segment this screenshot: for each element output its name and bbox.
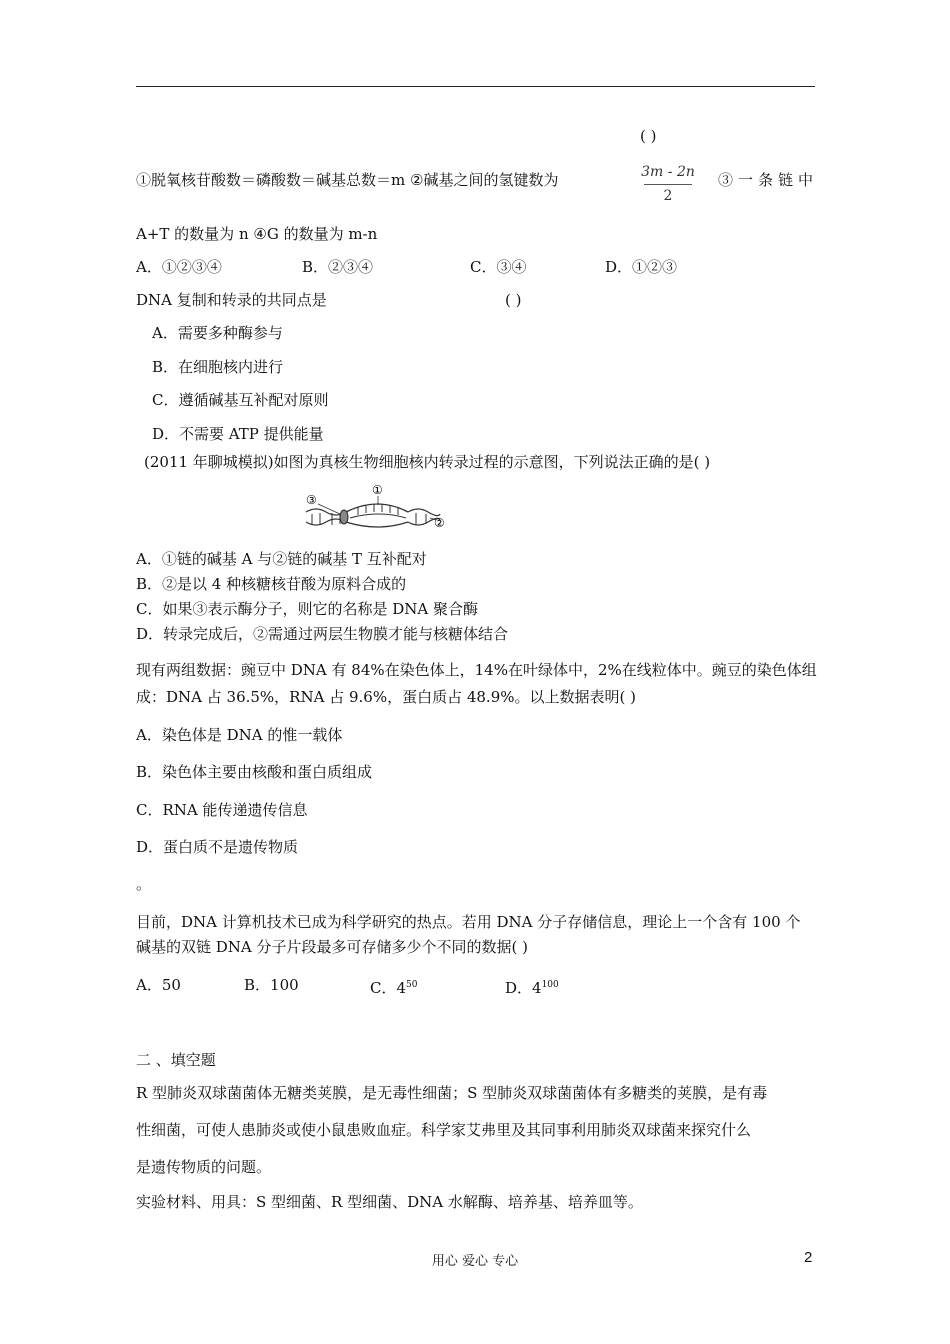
page-number: 2 xyxy=(804,1249,813,1266)
q5-option-d xyxy=(505,975,559,998)
enzyme-oval xyxy=(340,510,348,524)
q5-option-d-exponent: 100 xyxy=(541,980,559,990)
section-2-paragraph-line1: R 型肺炎双球菌菌体无糖类荚膜，是无毒性细菌；S 型肺炎双球菌菌体有多糖类的荚膜，是有毒 xyxy=(136,1084,768,1102)
q5-option-b: B．100 xyxy=(244,976,299,994)
figure-label-2: ② xyxy=(434,516,445,530)
q3-option-d: D．转录完成后，②需通过两层生物膜才能与核糖体结合 xyxy=(136,625,509,643)
header-rule xyxy=(136,86,815,87)
page-footer: 用心 爱心 专心 xyxy=(431,1254,519,1269)
q1-line1-tail: ③一条链中 xyxy=(718,171,819,189)
q5-option-c-exponent: 50 xyxy=(406,980,418,990)
q5-stem-line2: 碱基的双链 DNA 分子片段最多可存储多少个不同的数据( ) xyxy=(136,938,528,956)
q1-answer-bracket: ( ) xyxy=(640,127,657,145)
fraction-denominator: 2 xyxy=(663,188,673,204)
fraction-numerator: 3m - 2n xyxy=(641,164,695,180)
section-2-paragraph-line3: 是遗传物质的问题。 xyxy=(136,1158,272,1176)
q2-stem: DNA 复制和转录的共同点是 xyxy=(136,291,327,309)
q1-line1: ①脱氧核苷酸数＝磷酸数＝碱基总数＝m ②碱基之间的氢键数为 xyxy=(136,171,559,189)
q3-option-c: C．如果③表示酶分子，则它的名称是 DNA 聚合酶 xyxy=(136,600,478,618)
q4-stem-line1: 现有两组数据：豌豆中 DNA 有 84%在染色体上，14%在叶绿体中，2%在线粒体中。豌豆的染色体组 xyxy=(136,661,817,679)
q5-option-c xyxy=(370,975,417,998)
q5-stem-line1: 目前，DNA 计算机技术已成为科学研究的热点。若用 DNA 分子存储信息，理论上一个含有 100 个 xyxy=(136,913,801,931)
q4-stem-line2: 成：DNA 占 36.5%，RNA 占 9.6%，蛋白质占 48.9%。以上数据表明( ) xyxy=(136,688,636,706)
q5-option-d-base: D．4 xyxy=(505,979,542,997)
q1-option-a: A．①②③④ xyxy=(136,258,222,276)
q2-answer-bracket: ( ) xyxy=(505,291,522,309)
q5-option-c-base: C．4 xyxy=(370,979,407,997)
q2-option-d: D．不需要 ATP 提供能量 xyxy=(152,425,324,443)
q1-option-c: C．③④ xyxy=(470,258,527,276)
figure-label-1: ① xyxy=(372,483,383,497)
q2-option-a: A．需要多种酶参与 xyxy=(152,324,283,342)
hydrogen-bond-fraction xyxy=(640,162,696,205)
transcription-diagram xyxy=(300,482,460,532)
q3-stem: (2011 年聊城模拟)如图为真核生物细胞核内转录过程的示意图，下列说法正确的是( ) xyxy=(144,453,711,471)
q3-option-b: B．②是以 4 种核糖核苷酸为原料合成的 xyxy=(136,575,407,593)
q3-option-a: A．①链的碱基 A 与②链的碱基 T 互补配对 xyxy=(136,550,427,568)
section-2-paragraph-line2: 性细菌，可使人患肺炎或使小鼠患败血症。科学家艾弗里及其同事利用肺炎双球菌来探究什么 xyxy=(136,1121,752,1139)
q1-option-b: B．②③④ xyxy=(302,258,374,276)
q5-option-a: A．50 xyxy=(136,976,181,994)
q1-option-d: D．①②③ xyxy=(605,258,678,276)
section-2-materials: 实验材料、用具：S 型细菌、R 型细菌、DNA 水解酶、培养基、培养皿等。 xyxy=(136,1193,643,1211)
q4-option-c: C．RNA 能传递遗传信息 xyxy=(136,801,308,819)
section-2-title: 二 、填空题 xyxy=(136,1051,216,1069)
q4-option-b: B．染色体主要由核酸和蛋白质组成 xyxy=(136,763,373,781)
q4-trailing-dot: 。 xyxy=(136,875,152,893)
q4-option-d: D．蛋白质不是遗传物质 xyxy=(136,838,299,856)
q2-option-c: C．遵循碱基互补配对原则 xyxy=(152,391,329,409)
q2-option-b: B．在细胞核内进行 xyxy=(152,358,284,376)
fraction-bar xyxy=(644,184,692,185)
figure-label-3: ③ xyxy=(306,493,317,507)
q4-option-a: A．染色体是 DNA 的惟一载体 xyxy=(136,726,343,744)
q1-line2: A+T 的数量为 n ④G 的数量为 m-n xyxy=(136,225,378,243)
